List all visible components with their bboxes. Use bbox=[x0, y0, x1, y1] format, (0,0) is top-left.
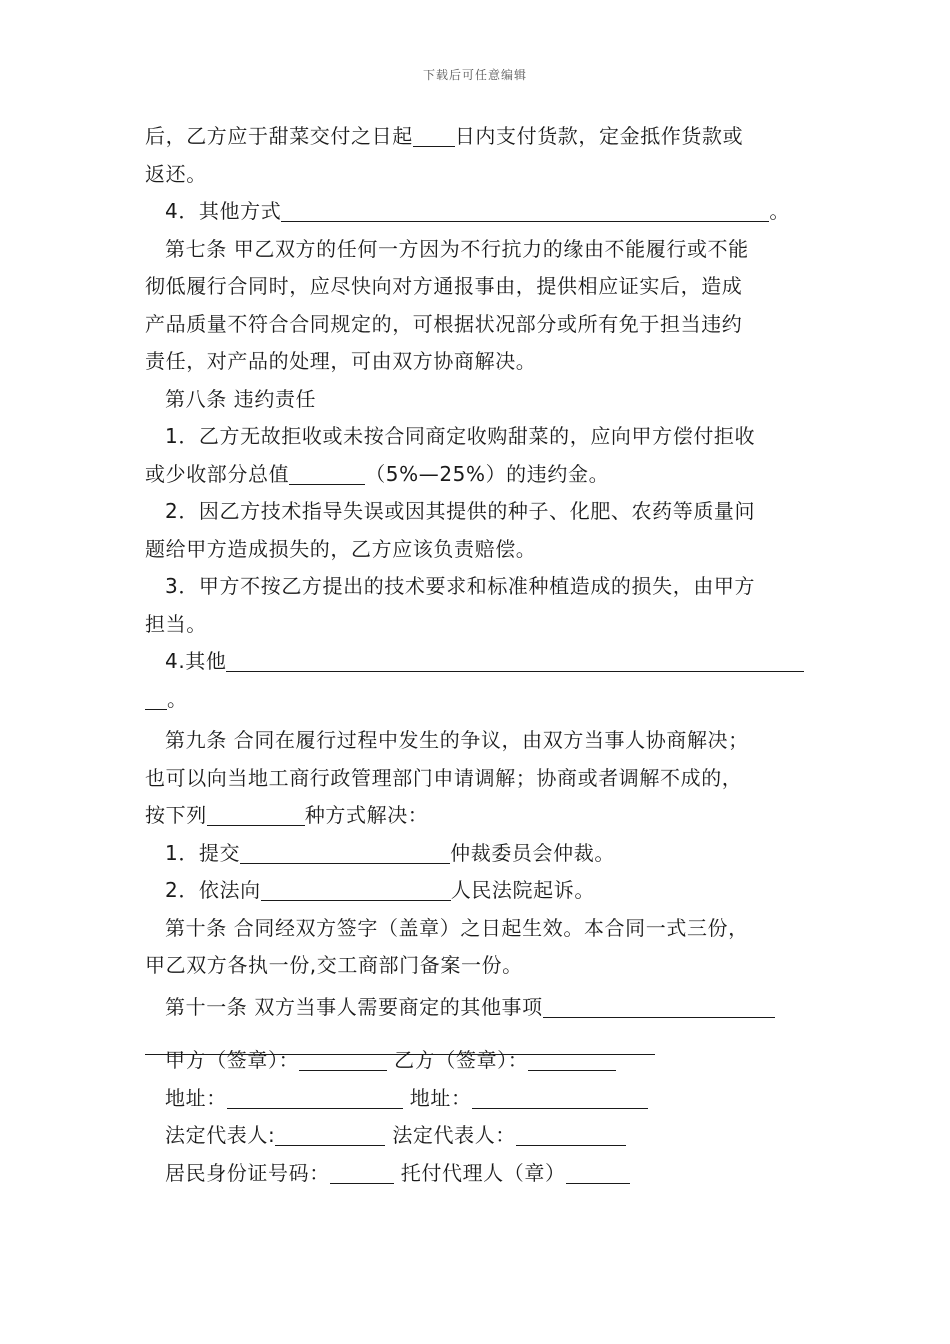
text-segment: 仲裁委员会仲裁。 bbox=[450, 840, 615, 865]
address-b-label: 地址： bbox=[409, 1085, 472, 1110]
text-segment: 2．依法向 bbox=[165, 878, 261, 902]
article-9-line bbox=[145, 722, 810, 760]
text-segment: 彻低履行合同时，应尽快向对方通报事由，提供相应证实后，造成 bbox=[145, 274, 743, 298]
text-segment: 第七条 甲乙双方的任何一方因为不行抗力的缘由不能履行或不能 bbox=[165, 236, 749, 261]
paragraph-line bbox=[145, 268, 810, 306]
blank-field bbox=[261, 878, 451, 901]
blank-field bbox=[227, 1086, 403, 1109]
paragraph-line bbox=[145, 343, 810, 381]
article-8-heading bbox=[145, 381, 810, 419]
legal-rep-b-label: 法定代表人： bbox=[392, 1123, 516, 1147]
article-10-line bbox=[145, 910, 810, 948]
signature-block bbox=[165, 1042, 648, 1192]
article-7-line bbox=[145, 231, 810, 269]
text-segment: 。 bbox=[167, 686, 188, 711]
blank-field bbox=[207, 803, 305, 826]
legal-rep-row bbox=[165, 1117, 648, 1155]
blank-field bbox=[240, 841, 450, 864]
paragraph-line bbox=[145, 797, 810, 835]
paragraph-line bbox=[145, 493, 810, 531]
text-segment: 种方式解决： bbox=[304, 803, 429, 827]
contract-body bbox=[145, 118, 810, 1064]
id-number-label: 居民身份证号码： bbox=[165, 1160, 330, 1185]
text-segment: 担当。 bbox=[145, 611, 207, 636]
paragraph-line bbox=[145, 760, 810, 798]
paragraph-line bbox=[145, 872, 810, 910]
blank-field bbox=[145, 687, 167, 710]
text-segment: 按下列 bbox=[145, 803, 207, 827]
text-segment: 日内支付货款，定金抵作货款或 bbox=[454, 124, 744, 148]
text-segment: 题给甲方造成损失的，乙方应该负责赔偿。 bbox=[145, 536, 537, 561]
blank-field bbox=[289, 462, 365, 485]
blank-field bbox=[226, 649, 804, 672]
blank-field bbox=[281, 199, 769, 222]
paragraph-line bbox=[145, 681, 810, 719]
text-segment: 人民法院起诉。 bbox=[450, 878, 595, 902]
text-segment: 也可以向当地工商行政管理部门申请调解；协商或者调解不成的， bbox=[145, 765, 743, 790]
text-segment: 2．因乙方技术指导失误或因其提供的种子、化肥、农药等质量问 bbox=[165, 499, 756, 523]
paragraph-line bbox=[145, 118, 810, 156]
text-segment: 4.其他 bbox=[165, 649, 227, 673]
text-segment: 后，乙方应于甜菜交付之日起 bbox=[145, 124, 413, 148]
text-segment: 第九条 合同在履行过程中发生的争议，由双方当事人协商解决； bbox=[165, 728, 749, 752]
text-segment: 。 bbox=[769, 199, 790, 223]
party-b-label: 乙方（签章）： bbox=[394, 1048, 529, 1072]
paragraph-line bbox=[145, 193, 810, 231]
paragraph-line bbox=[145, 456, 810, 494]
blank-field bbox=[566, 1161, 630, 1184]
paragraph-line bbox=[145, 606, 810, 644]
blank-field bbox=[413, 124, 455, 147]
blank-field bbox=[516, 1123, 626, 1146]
blank-field bbox=[330, 1161, 394, 1184]
blank-field bbox=[299, 1048, 387, 1071]
blank-field bbox=[528, 1048, 616, 1071]
signature-row bbox=[165, 1042, 648, 1080]
text-segment: 第八条 违约责任 bbox=[165, 386, 317, 411]
paragraph-line bbox=[145, 156, 810, 194]
text-segment: 1．提交 bbox=[165, 840, 241, 865]
blank-field bbox=[543, 995, 775, 1018]
blank-field bbox=[472, 1086, 648, 1109]
address-a-label: 地址： bbox=[165, 1085, 227, 1110]
paragraph-line bbox=[145, 947, 810, 985]
text-segment: 甲乙双方各执一份,交工商部门备案一份。 bbox=[145, 953, 523, 977]
blank-field bbox=[275, 1123, 385, 1146]
text-segment: 返还。 bbox=[145, 161, 207, 186]
text-segment: （5%—25%）的违约金。 bbox=[365, 461, 610, 486]
page-header: 下载后可任意编辑 bbox=[422, 68, 527, 82]
article-11-line bbox=[145, 989, 810, 1027]
paragraph-line bbox=[145, 418, 810, 456]
paragraph-line bbox=[145, 643, 810, 681]
text-segment: 责任，对产品的处理，可由双方协商解决。 bbox=[145, 349, 537, 373]
text-segment: 第十条 合同经双方签字（盖章）之日起生效。本合同一式三份， bbox=[165, 915, 749, 940]
legal-rep-a-label: 法定代表人: bbox=[165, 1123, 276, 1147]
text-segment: 产品质量不符合合同规定的，可根据状况部分或所有免于担当违约 bbox=[145, 311, 743, 336]
text-segment: 或少收部分总值 bbox=[145, 461, 290, 486]
paragraph-line bbox=[145, 306, 810, 344]
text-segment: 第十一条 双方当事人需要商定的其他事项 bbox=[165, 994, 543, 1019]
paragraph-line bbox=[145, 531, 810, 569]
text-segment: 3．甲方不按乙方提出的技术要求和标准种植造成的损失，由甲方 bbox=[165, 574, 756, 598]
paragraph-line bbox=[145, 835, 810, 873]
id-agent-row bbox=[165, 1155, 648, 1193]
text-segment: 1．乙方无故拒收或未按合同商定收购甜菜的，应向甲方偿付拒收 bbox=[165, 424, 756, 448]
party-a-label: 甲方（签章）： bbox=[165, 1048, 300, 1072]
paragraph-line bbox=[145, 568, 810, 606]
address-row bbox=[165, 1080, 648, 1118]
agent-label: 托付代理人（章） bbox=[400, 1160, 566, 1185]
text-segment: 4．其他方式 bbox=[165, 199, 282, 223]
